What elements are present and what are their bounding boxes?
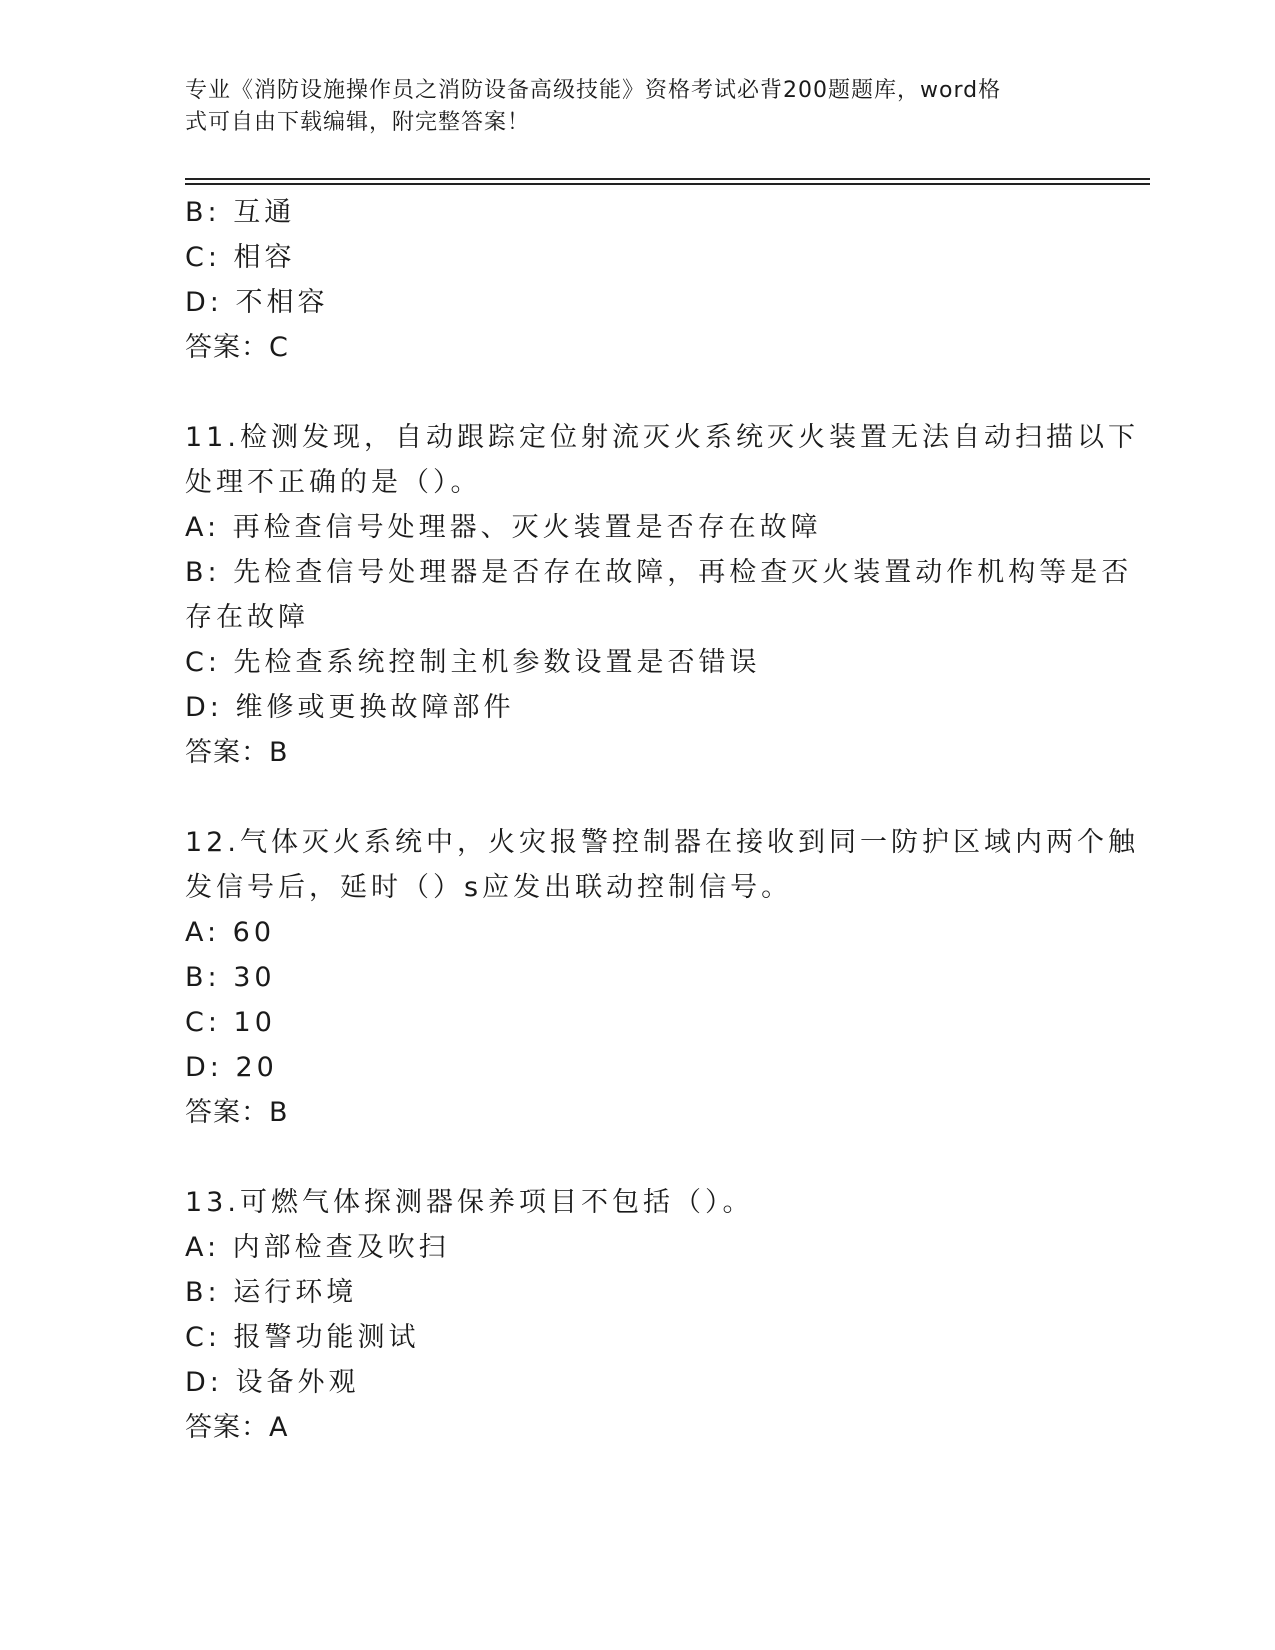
header-line-2: 式可自由下载编辑，附完整答案！: [185, 110, 531, 135]
header-divider-bottom: [185, 183, 1150, 185]
option-a: A: 再检查信号处理器、灭火装置是否存在故障: [185, 512, 822, 543]
question-stem-line-1: 12.气体灭火系统中，火灾报警控制器在接收到同一防护区域内两个触: [185, 827, 1139, 858]
question-11: [185, 415, 1139, 775]
question-12: [185, 820, 1139, 1135]
document-header: [185, 75, 1065, 139]
spacer: [185, 775, 1085, 820]
question-list: [185, 190, 1139, 1450]
question-10-tail: [185, 190, 1085, 370]
option-b: B: 30: [185, 962, 276, 993]
option-d: D: 维修或更换故障部件: [185, 692, 515, 723]
option-b: B: 互通: [185, 197, 296, 228]
question-13: [185, 1180, 1085, 1450]
answer-line: 答案：C: [185, 332, 289, 363]
question-stem-line-1: 11.检测发现，自动跟踪定位射流灭火系统灭火装置无法自动扫描以下: [185, 422, 1139, 453]
question-stem-line-2: 发信号后，延时（）s应发出联动控制信号。: [185, 872, 793, 903]
header-line-1: 专业《消防设施操作员之消防设备高级技能》资格考试必背200题题库，word格: [185, 78, 1002, 103]
option-d: D: 20: [185, 1052, 278, 1083]
option-b: B: 运行环境: [185, 1277, 358, 1308]
header-divider-top: [185, 178, 1150, 180]
option-d: D: 设备外观: [185, 1367, 360, 1398]
answer-line: 答案：B: [185, 737, 289, 768]
option-b-line-2: 存在故障: [185, 602, 309, 633]
spacer: [185, 1135, 1085, 1180]
option-a: A: 内部检查及吹扫: [185, 1232, 450, 1263]
option-b-line-1: B: 先检查信号处理器是否存在故障，再检查灭火装置动作机构等是否: [185, 557, 1133, 588]
option-c: C: 报警功能测试: [185, 1322, 420, 1353]
answer-line: 答案：B: [185, 1097, 289, 1128]
option-a: A: 60: [185, 917, 276, 948]
spacer: [185, 370, 1085, 415]
answer-line: 答案：A: [185, 1412, 289, 1443]
option-c: C: 相容: [185, 242, 296, 273]
question-stem-line-2: 处理不正确的是（）。: [185, 467, 482, 498]
option-c: C: 10: [185, 1007, 276, 1038]
option-c: C: 先检查系统控制主机参数设置是否错误: [185, 647, 761, 678]
question-stem: 13.可燃气体探测器保养项目不包括（）。: [185, 1187, 754, 1218]
option-d: D: 不相容: [185, 287, 329, 318]
